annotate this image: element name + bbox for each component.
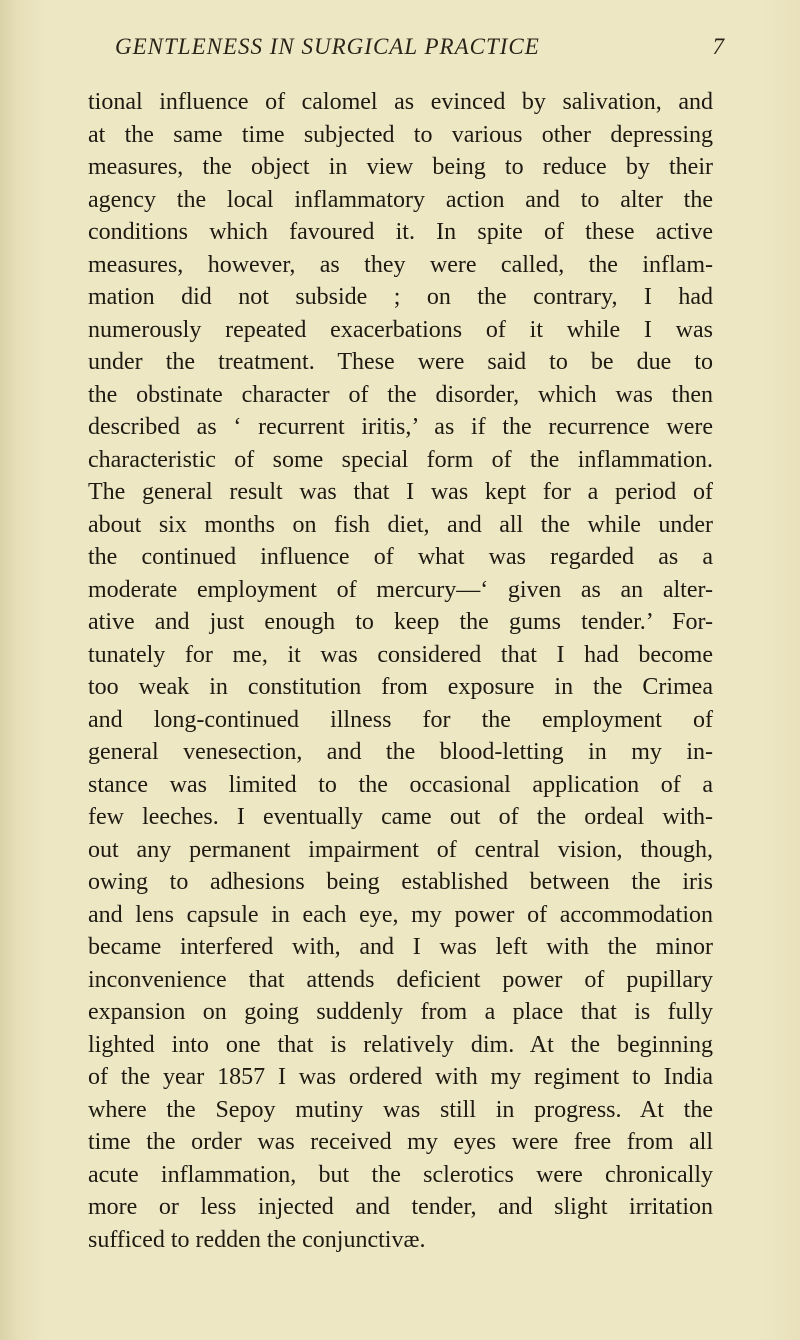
text-line: conditions which favoured it. In spite of these active xyxy=(88,219,713,245)
text-line: few leeches. I eventually came out of the ordeal with- xyxy=(88,804,713,830)
text-line: of the year 1857 I was ordered with my regiment to India xyxy=(88,1064,713,1090)
text-line: ative and just enough to keep the gums tender.’ For- xyxy=(88,609,713,635)
text-line: measures, the object in view being to reduce by their xyxy=(88,154,713,180)
text-line: owing to adhesions being established between the iris xyxy=(88,869,713,895)
text-line: time the order was received my eyes were free from all xyxy=(88,1129,713,1155)
text-line: agency the local inflammatory action and to alter the xyxy=(88,186,713,213)
text-line: more or less injected and tender, and slight irritation xyxy=(88,1194,713,1220)
text-line: acute inflammation, but the sclerotics were chronically xyxy=(88,1161,713,1188)
text-line: sufficed to redden the conjunctivæ. xyxy=(88,1226,426,1253)
text-line: measures, however, as they were called, the inflam- xyxy=(88,251,713,278)
text-line: expansion on going suddenly from a place that is fully xyxy=(88,999,713,1025)
text-line: out any permanent impairment of central vision, though, xyxy=(88,836,713,863)
text-line: became interfered with, and I was left with the minor xyxy=(88,934,713,960)
body-text xyxy=(88,86,713,1256)
text-line: The general result was that I was kept for a period of xyxy=(88,479,713,505)
text-line: too weak in constitution from exposure in the Crimea xyxy=(88,674,713,700)
text-line: about six months on fish diet, and all the while under xyxy=(88,511,713,538)
text-line: and lens capsule in each eye, my power of accommodation xyxy=(88,901,713,928)
text-line: at the same time subjected to various other depressing xyxy=(88,121,713,148)
text-line: moderate employment of mercury—‘ given as an alter- xyxy=(88,576,713,603)
text-line: stance was limited to the occasional application of a xyxy=(88,771,713,798)
text-line: numerously repeated exacerbations of it while I was xyxy=(88,316,713,343)
text-line: the continued influence of what was regarded as a xyxy=(88,544,713,570)
text-line: tunately for me, it was considered that I had become xyxy=(88,641,713,668)
text-line: mation did not subside ; on the contrary, I had xyxy=(88,284,713,310)
text-line: and long-continued illness for the employment of xyxy=(88,706,713,733)
text-line: tional influence of calomel as evinced by salivation, and xyxy=(88,89,713,115)
text-line: described as ‘ recurrent iritis,’ as if the recurrence were xyxy=(88,414,713,440)
text-line: lighted into one that is relatively dim. At the beginning xyxy=(88,1031,713,1058)
text-line: where the Sepoy mutiny was still in progress. At the xyxy=(88,1096,713,1123)
text-line: under the treatment. These were said to be due to xyxy=(88,349,713,375)
text-line: general venesection, and the blood-letting in my in- xyxy=(88,739,713,765)
text-line: the obstinate character of the disorder, which was then xyxy=(88,381,713,408)
page-number: 7 xyxy=(712,34,725,59)
running-head-title: GENTLENESS IN SURGICAL PRACTICE xyxy=(115,34,540,59)
text-line: inconvenience that attends deficient power of pupillary xyxy=(88,966,713,993)
text-line: characteristic of some special form of the inflammation. xyxy=(88,446,713,473)
